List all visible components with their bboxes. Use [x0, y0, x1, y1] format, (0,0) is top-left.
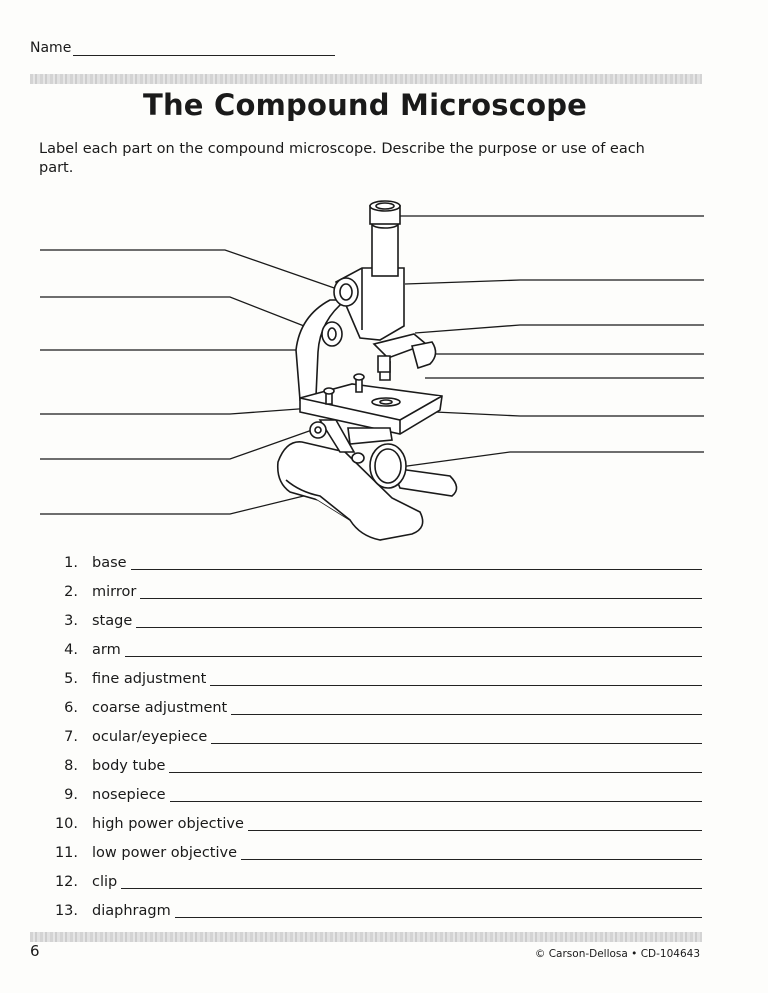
answer-blank[interactable]	[170, 780, 702, 802]
list-item	[38, 896, 702, 925]
answer-blank[interactable]	[231, 693, 702, 715]
microscope-illustration	[278, 201, 457, 540]
item-number: 3.	[64, 613, 78, 629]
item-label: clip	[92, 874, 118, 890]
item-label: arm	[92, 642, 121, 658]
item-label: diaphragm	[92, 903, 171, 919]
item-number: 8.	[64, 758, 78, 774]
answer-blank[interactable]	[175, 896, 702, 918]
label-line-right-2	[405, 280, 704, 284]
list-item	[38, 809, 702, 838]
item-label: fine adjustment	[92, 671, 207, 687]
item-number: 7.	[64, 729, 78, 745]
list-item	[38, 577, 702, 606]
item-label: coarse adjustment	[92, 700, 228, 716]
name-field	[30, 40, 335, 56]
list-item	[38, 606, 702, 635]
name-label: Name	[30, 40, 72, 56]
item-label: base	[92, 555, 127, 571]
label-line-right-7	[400, 452, 704, 467]
item-label: nosepiece	[92, 787, 166, 803]
name-blank[interactable]	[73, 41, 335, 56]
list-item	[38, 838, 702, 867]
item-number: 1.	[64, 555, 78, 571]
answer-blank[interactable]	[136, 606, 702, 628]
parts-list	[38, 548, 702, 925]
answer-blank[interactable]	[211, 722, 702, 744]
list-item	[38, 635, 702, 664]
item-label: mirror	[92, 584, 137, 600]
label-line-left-2	[40, 297, 322, 333]
answer-blank[interactable]	[121, 867, 702, 889]
answer-blank[interactable]	[140, 577, 702, 599]
page-title: The Compound Microscope	[142, 88, 588, 122]
label-line-left-1	[40, 250, 340, 290]
label-line-right-3	[415, 325, 704, 333]
answer-blank[interactable]	[131, 548, 702, 570]
list-item	[38, 664, 702, 693]
list-item	[38, 693, 702, 722]
label-line-left-5	[40, 430, 312, 459]
answer-blank[interactable]	[169, 751, 702, 773]
page-number: 6	[30, 942, 40, 960]
item-label: ocular/eyepiece	[92, 729, 208, 745]
item-number: 9.	[64, 787, 78, 803]
footer-divider	[30, 932, 702, 942]
label-line-right-6	[435, 412, 704, 416]
item-number: 4.	[64, 642, 78, 658]
item-number: 11.	[54, 845, 78, 861]
microscope-diagram	[0, 190, 768, 550]
item-number: 12.	[54, 874, 78, 890]
list-item	[38, 722, 702, 751]
item-label: high power objective	[92, 816, 244, 832]
list-item	[38, 780, 702, 809]
item-label: low power objective	[92, 845, 238, 861]
answer-blank[interactable]	[241, 838, 702, 860]
instructions: Label each part on the compound microscope. Describe the purpose or use of each part.	[39, 141, 645, 176]
item-number: 2.	[64, 584, 78, 600]
list-item	[38, 548, 702, 577]
answer-blank[interactable]	[248, 809, 702, 831]
header-divider	[30, 74, 702, 84]
copyright-notice: © Carson-Dellosa • CD-104643	[534, 948, 700, 960]
answer-blank[interactable]	[125, 635, 702, 657]
item-number: 10.	[54, 816, 78, 832]
answer-blank[interactable]	[210, 664, 702, 686]
label-line-left-6	[40, 492, 320, 514]
list-item	[38, 867, 702, 896]
item-number: 13.	[54, 903, 78, 919]
item-label: body tube	[92, 758, 166, 774]
item-label: stage	[92, 613, 133, 629]
item-number: 5.	[64, 671, 78, 687]
item-number: 6.	[64, 700, 78, 716]
list-item	[38, 751, 702, 780]
label-line-left-4	[40, 408, 312, 414]
